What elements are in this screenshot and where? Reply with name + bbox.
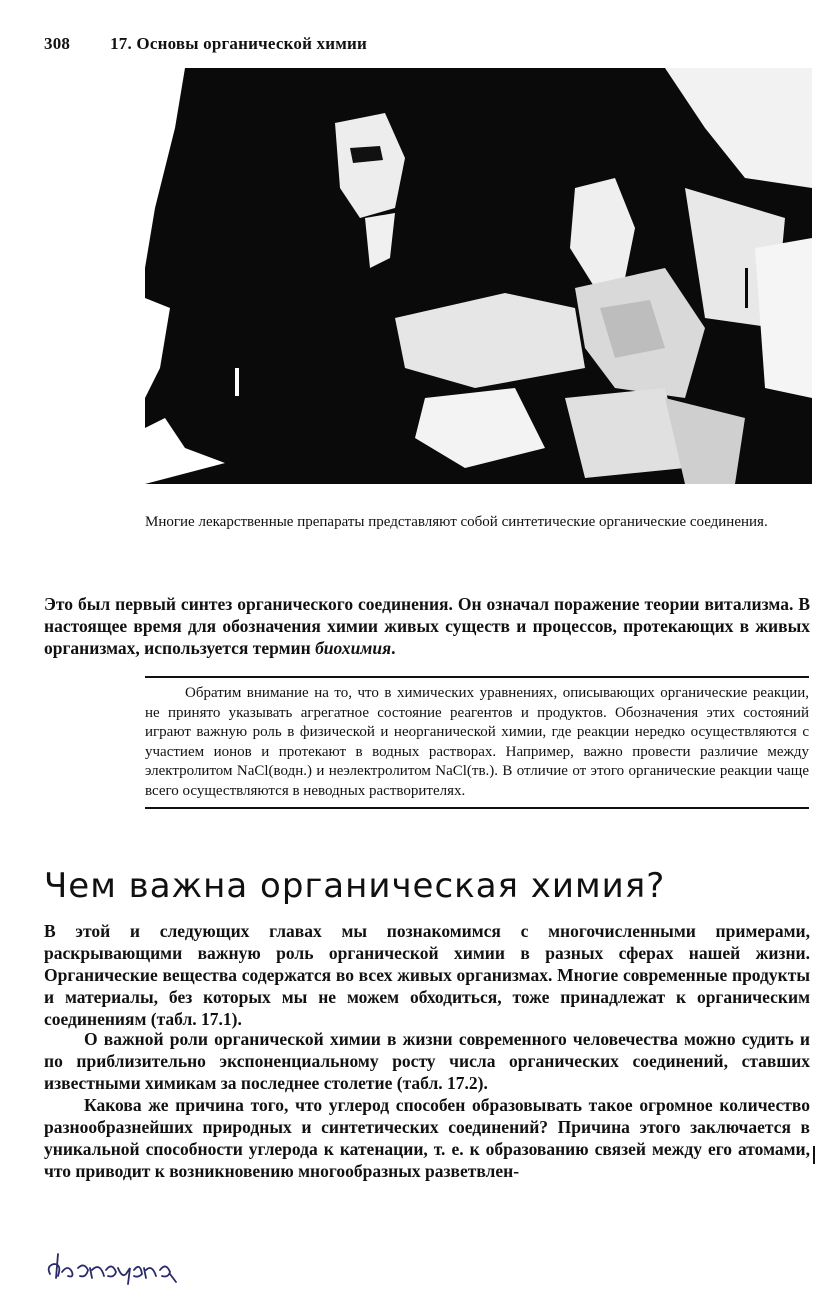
note-text: Обратим внимание на то, что в химических уравнениях, описывающих органические реакции, не принято указывать агрегатное состояние реагентов и продуктов. Обозначения этих состояний играют важную роль в физической и неорганической химии, где реакции нередко осуществляются с участием ионов и протекают в водных растворах. Например, важно провести различие между электролитом NaCl(водн.) и неэлектролитом NaCl(тв.). В отличие от этого органические реакции чаще всего осуществляются в неводных растворителях. bbox=[145, 685, 809, 799]
paragraph-text: Это был первый синтез органического соединения. Он означал поражение теории витализма. В настоящее время для обозначения химии живых существ и процессов, протекающих в живых организмах, используется термин bbox=[44, 594, 810, 658]
body-paragraph-2: О важной роли органической химии в жизни современного человечества можно судить и по приблизительно экспоненциальному росту числа органических соединений, ставших известными химикам за последнее столетие (табл. 17.2). bbox=[44, 1029, 810, 1093]
handwritten-note bbox=[44, 1248, 244, 1293]
body-paragraph-3: Какова же причина того, что углерод способен образовывать такое огромное количество разнообразнейших природных и синтетических соединений? Причина этого заключается в уникальной способности углерода к катенации, т. е. к образованию связей между его атомами, что приводит к возникновению многообразных разветвлен- bbox=[44, 1095, 810, 1181]
section-heading: Чем важна органическая химия? bbox=[44, 866, 666, 906]
paragraph-end: . bbox=[391, 638, 396, 658]
running-head bbox=[44, 34, 367, 54]
note-box bbox=[145, 676, 809, 809]
term-emphasis: биохимия bbox=[315, 638, 392, 658]
body-paragraph-1: В этой и следующих главах мы познакомимся с многочисленными примерами, раскрывающими важную роль органической химии в разных сферах нашей жизни. Органические вещества содержатся во всех живых организмах. Многие современные продукты и материалы, без которых мы не можем обходиться, тоже принадлежат к органическим соединениям (табл. 17.1). bbox=[44, 921, 810, 1029]
photo-figure bbox=[145, 68, 812, 484]
page-number: 308 bbox=[44, 34, 71, 53]
paragraph-biochemistry bbox=[44, 593, 810, 659]
chapter-title: 17. Основы органической химии bbox=[110, 34, 367, 53]
margin-mark bbox=[813, 1146, 815, 1164]
handwritten-word bbox=[44, 1248, 244, 1288]
figure-caption: Многие лекарственные препараты представляют собой синтетические органические соединения. bbox=[145, 514, 768, 530]
photo-illustration bbox=[145, 68, 812, 484]
